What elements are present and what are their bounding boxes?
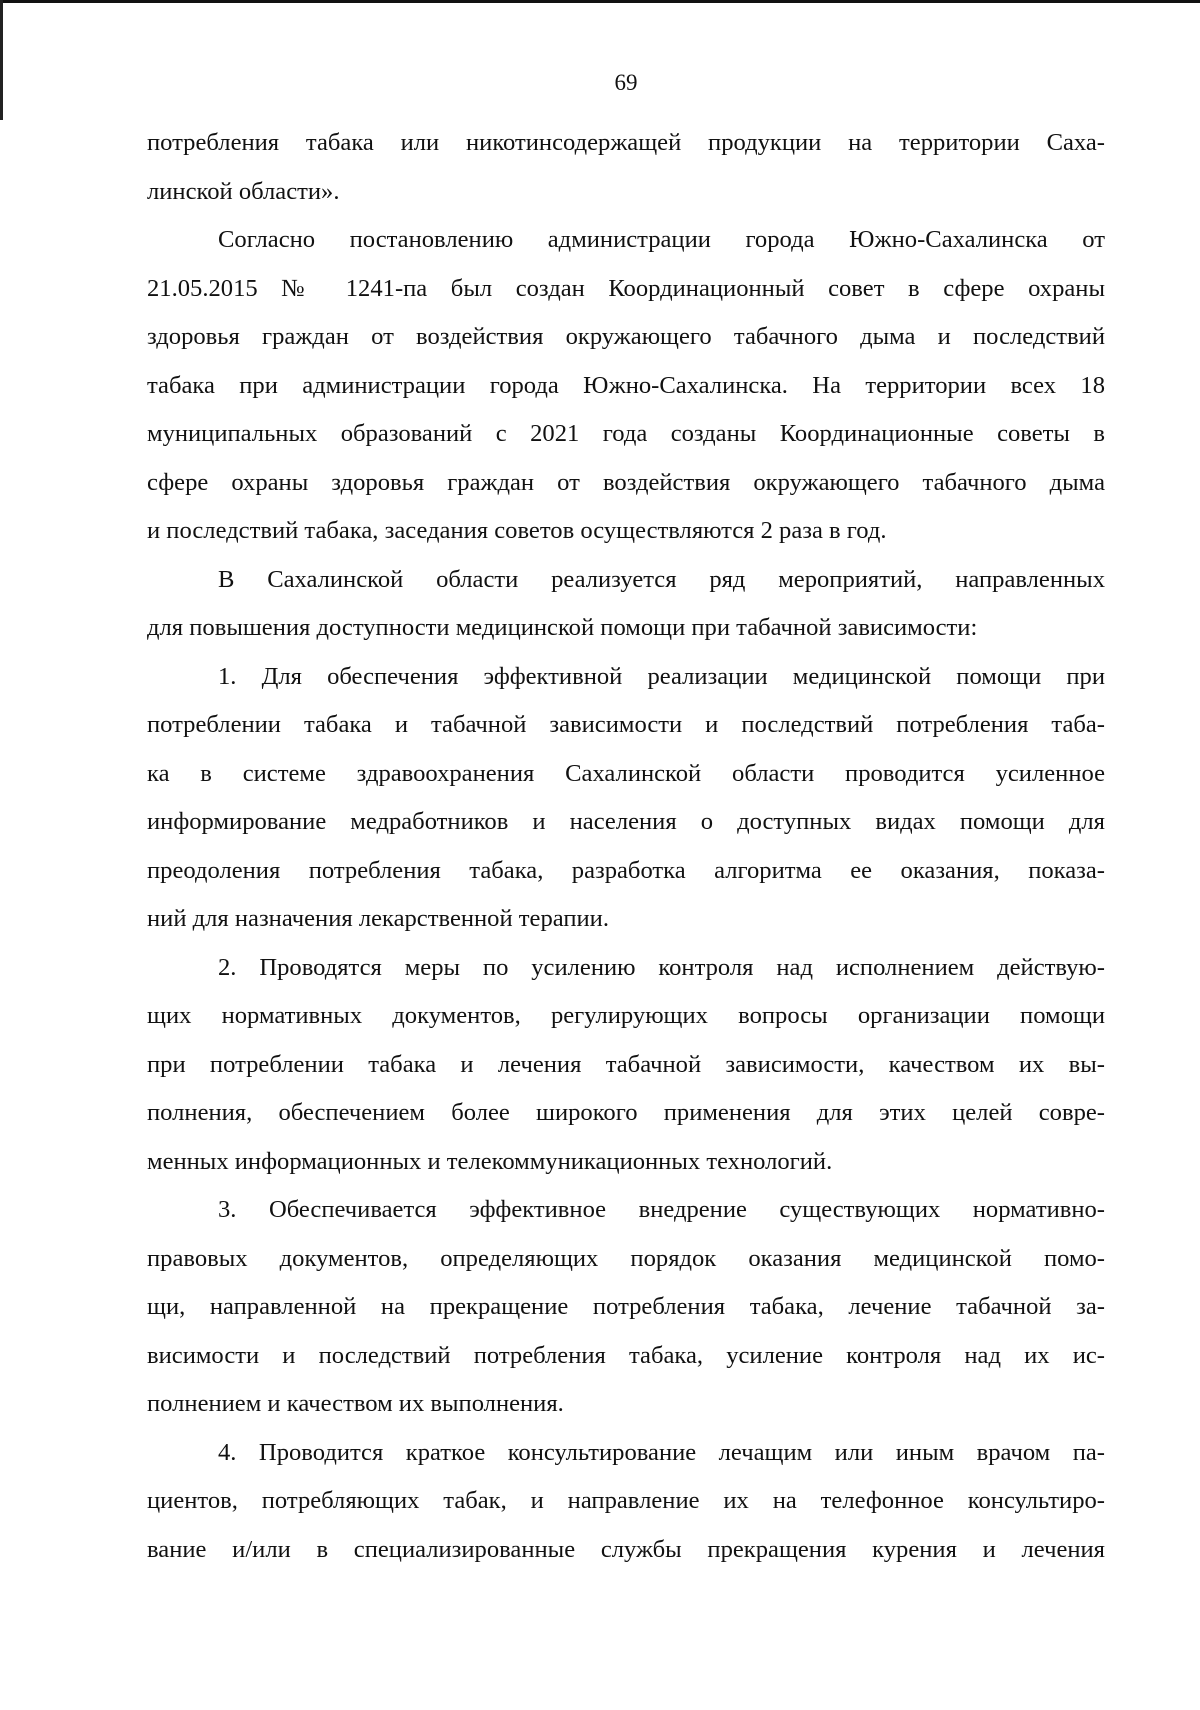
page-number: 69 <box>614 70 638 95</box>
text-line: В Сахалинской области реализуется ряд мероприятий, направленных <box>218 565 1105 593</box>
text-line: 3. Обеспечивается эффективное внедрение существующих нормативно- <box>218 1196 1105 1223</box>
text-line: правовых документов, определяющих порядок оказания медицинской помо- <box>147 1244 1105 1272</box>
text-line: 2. Проводятся меры по усилению контроля над исполнением действую- <box>218 953 1105 981</box>
text-line: полнением и качеством их выполнения. <box>147 1390 564 1417</box>
text-line: 4. Проводится краткое консультирование лечащим или иным врачом па- <box>218 1438 1105 1466</box>
body-text <box>147 119 1105 1574</box>
text-line: 1. Для обеспечения эффективной реализации медицинской помощи при <box>218 662 1105 690</box>
text-line: муниципальных образований с 2021 года созданы Координационные советы в <box>147 420 1105 447</box>
text-line: щих нормативных документов, регулирующих вопросы организации помощи <box>147 1002 1105 1029</box>
text-line: 21.05.2015 № 1241-па был создан Координационный совет в сфере охраны <box>147 274 1105 302</box>
text-line: ний для назначения лекарственной терапии. <box>147 905 609 932</box>
text-line: менных информационных и телекоммуникационных технологий. <box>147 1147 833 1175</box>
text-line: висимости и последствий потребления табака, усиление контроля над их ис- <box>147 1341 1105 1369</box>
scan-edge-left <box>0 0 3 120</box>
text-line: вание и/или в специализированные службы прекращения курения и лечения <box>147 1535 1105 1563</box>
text-line: потреблении табака и табачной зависимости и последствий потребления таба- <box>147 711 1105 738</box>
text-line: Согласно постановлению администрации города Южно-Сахалинска от <box>218 226 1105 253</box>
text-line: здоровья граждан от воздействия окружающего табачного дыма и последствий <box>147 323 1105 350</box>
text-line: линской области». <box>147 177 340 205</box>
text-line: табака при администрации города Южно-Сахалинска. На территории всех 18 <box>147 371 1105 399</box>
scan-edge-top <box>0 0 1200 3</box>
text-line: ка в системе здравоохранения Сахалинской области проводится усиленное <box>147 759 1105 787</box>
text-line: и последствий табака, заседания советов осуществляются 2 раза в год. <box>147 517 887 544</box>
text-line: потребления табака или никотинсодержащей продукции на территории Саха- <box>147 129 1105 156</box>
text-line: полнения, обеспечением более широкого применения для этих целей совре- <box>147 1099 1105 1126</box>
text-line: щи, направленной на прекращение потребления табака, лечение табачной за- <box>147 1293 1105 1320</box>
text-line: информирование медработников и населения о доступных видах помощи для <box>147 808 1105 835</box>
text-line: сфере охраны здоровья граждан от воздействия окружающего табачного дыма <box>147 468 1105 496</box>
text-line: циентов, потребляющих табак, и направление их на телефонное консультиро- <box>147 1487 1105 1514</box>
text-line: для повышения доступности медицинской помощи при табачной зависимости: <box>147 614 978 641</box>
text-line: преодоления потребления табака, разработка алгоритма ее оказания, показа- <box>147 856 1105 884</box>
text-line: при потреблении табака и лечения табачной зависимости, качеством их вы- <box>147 1050 1105 1078</box>
